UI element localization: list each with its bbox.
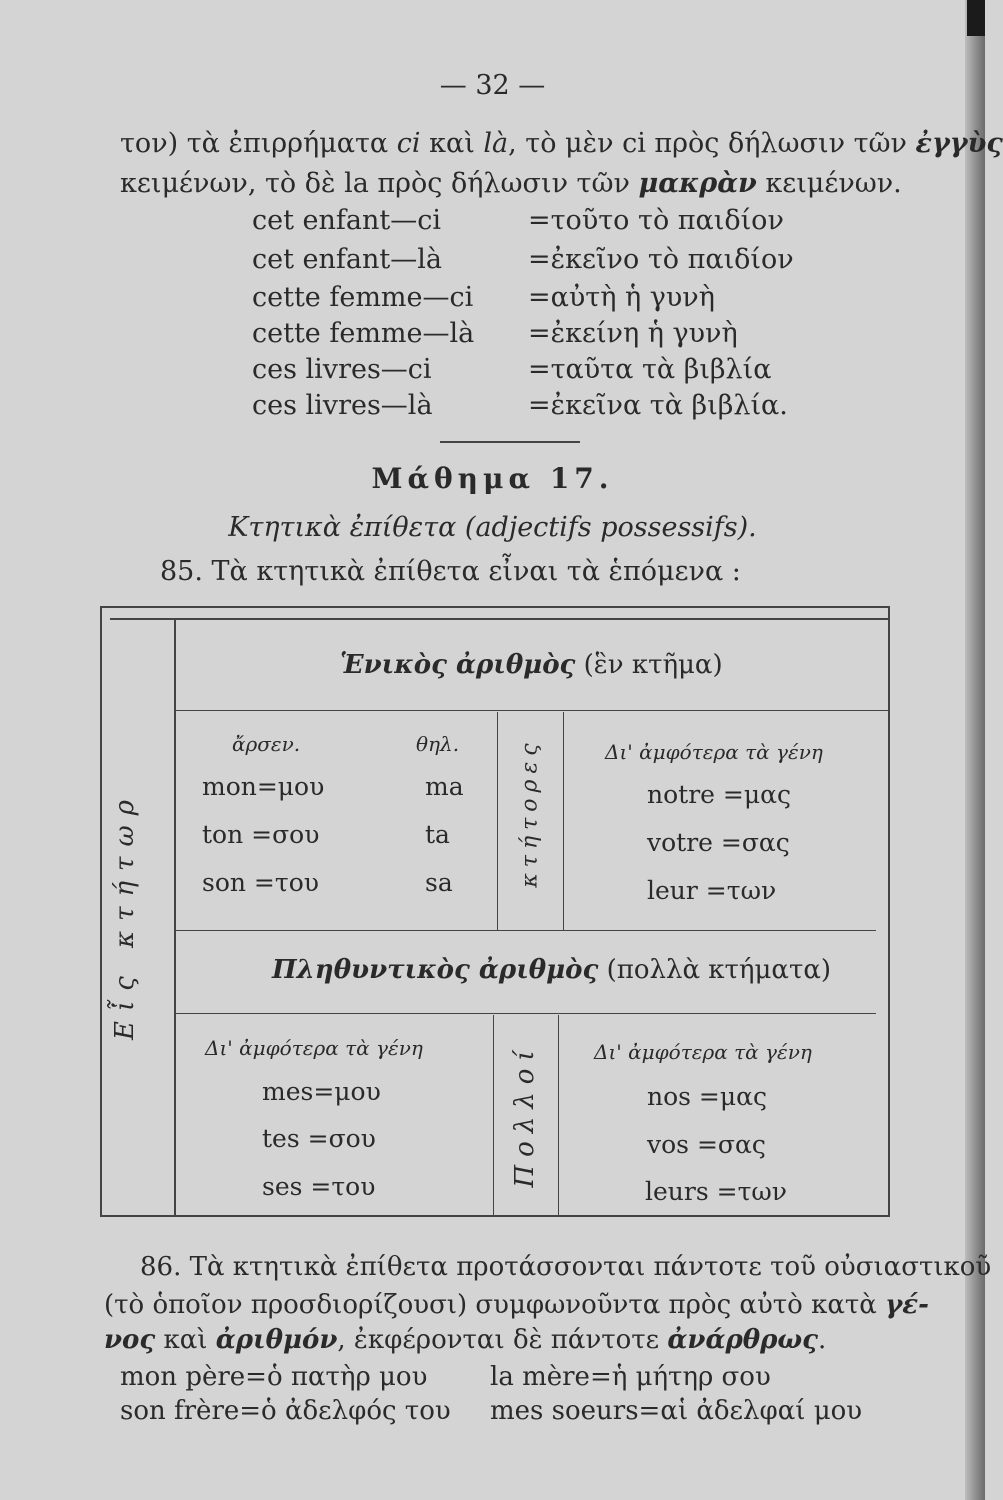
demo-fr: cet enfant—là (252, 244, 442, 275)
para86-text: (τὸ ὁποῖον προσδιορίζουσι) συμφωνοῦντα πρὸς αὐτὸ κατὰ (104, 1290, 886, 1320)
intro-text: κειμένων. (756, 168, 902, 199)
table-border-right (888, 606, 890, 1217)
example-right: la mère=ἡ μήτηρ σου (490, 1362, 771, 1392)
singular-masc-row: ton =σου (202, 820, 320, 849)
singular-mid-divider-a (497, 712, 498, 930)
para86-anarthros: ἀνάρθρως (667, 1325, 818, 1355)
intro-line-2 (120, 168, 902, 199)
label-many-owners: κτήτορες (517, 737, 543, 888)
demo-gr: =ἐκεῖνο τὸ παιδίον (528, 244, 794, 275)
plural-col-right: Δι' ἀμφότερα τὰ γένη (594, 1040, 812, 1064)
singular-fem-row: ta (425, 820, 450, 849)
plural-header-rule (176, 1013, 876, 1014)
col-feminine: θηλ. (416, 732, 460, 756)
demo-fr: ces livres—ci (252, 354, 432, 385)
intro-line-1 (120, 128, 1003, 159)
plural-one-row: ses =του (262, 1172, 376, 1201)
table-left-column-divider (174, 618, 176, 1215)
para86-genos-end: νος (104, 1325, 156, 1355)
subtitle-greek: Κτητικὰ ἐπίθετα (228, 512, 457, 543)
paragraph-86-line-2 (104, 1290, 929, 1320)
demo-gr: =ἐκείνη ἡ γυνὴ (528, 318, 738, 349)
plural-many-row: nos =μας (647, 1082, 768, 1111)
intro-makran: μακρὰν (638, 168, 757, 199)
lesson-title: Μάθημα 17. (371, 462, 614, 495)
demo-gr: =ἐκεῖνα τὰ βιβλία. (528, 390, 788, 421)
plural-col-left: Δι' ἀμφότερα τὰ γένη (205, 1036, 423, 1060)
intro-text: τον) τὰ ἐπιρρήματα (120, 128, 397, 159)
singular-masc-row: mon=μου (202, 772, 325, 801)
para86-arithmon: ἀριθμόν (215, 1325, 338, 1355)
singular-many-row: notre =μας (647, 780, 791, 809)
col-masculine: ἄρσεν. (232, 732, 301, 756)
section-divider (440, 441, 580, 443)
intro-text: κειμένων, τὸ δὲ la πρὸς δήλωσιν τῶν (120, 168, 639, 199)
demo-fr: ces livres—là (252, 390, 433, 421)
label-many: Πολλοί (510, 1042, 540, 1188)
intro-eggys: ἐγγὺς (915, 128, 1003, 159)
label-one-owner: Εἷς κτήτωρ (110, 790, 140, 1040)
demo-fr: cette femme—ci (252, 282, 474, 313)
intro-la: là (483, 128, 509, 159)
demo-fr: cette femme—là (252, 318, 475, 349)
demo-gr: =ταῦτα τὰ βιβλία (528, 354, 772, 385)
intro-text: , τὸ μὲν ci πρὸς δήλωσιν τῶν (508, 128, 916, 159)
plural-many-row: leurs =των (645, 1177, 787, 1206)
singular-bottom-rule (176, 930, 876, 931)
plural-one-row: tes =σου (262, 1124, 376, 1153)
para86-text: , ἐκφέρονται δὲ πάντοτε (337, 1325, 668, 1355)
para86-genos: γέ- (885, 1290, 929, 1320)
singular-header-note: (ἓν κτῆμα) (583, 650, 723, 680)
plural-many-row: vos =σας (647, 1130, 766, 1159)
demo-fr: cet enfant—ci (252, 205, 441, 236)
singular-mid-divider-b (563, 712, 564, 930)
plural-header-label: Πληθυντικὸς ἀριθμὸς (272, 955, 599, 985)
page-number: — 32 — (439, 70, 546, 101)
paragraph-86-line-1: 86. Τὰ κτητικὰ ἐπίθετα προτάσσονται πάντοτε τοῦ οὐσιαστικοῦ (140, 1252, 992, 1282)
subtitle-french: (adjectifs possessifs). (464, 512, 757, 543)
example-left: son frère=ὁ ἀδελφός του (120, 1396, 451, 1426)
singular-header-rule (176, 710, 888, 711)
table-border-top (100, 606, 890, 608)
col-both-genders: Δι' ἀμφότερα τὰ γένη (605, 740, 823, 764)
para86-text: καὶ (155, 1325, 216, 1355)
para86-text: . (818, 1325, 827, 1355)
example-left: mon père=ὁ πατὴρ μου (120, 1362, 428, 1392)
plural-header (272, 955, 831, 985)
plural-one-row: mes=μου (262, 1077, 381, 1106)
singular-fem-row: ma (425, 772, 464, 801)
intro-text: καὶ (420, 128, 484, 159)
lesson-subtitle (0, 512, 985, 543)
plural-mid-divider-a (493, 1015, 494, 1215)
table-border-bottom (100, 1215, 890, 1217)
example-right: mes soeurs=αἱ ἀδελφαί μου (490, 1396, 863, 1426)
singular-many-row: leur =των (647, 876, 777, 905)
page-corner (967, 0, 985, 36)
table-border-top-inner (110, 618, 890, 620)
paragraph-86-line-3 (104, 1325, 826, 1355)
paragraph-85: 85. Τὰ κτητικὰ ἐπίθετα εἶναι τὰ ἑπόμενα : (160, 556, 741, 587)
singular-header-label: Ἑνικὸς ἀριθμὸς (340, 650, 576, 680)
singular-masc-row: son =του (202, 868, 319, 897)
intro-ci: ci (396, 128, 421, 159)
plural-mid-divider-b (558, 1015, 559, 1215)
singular-many-row: votre =σας (647, 828, 790, 857)
demo-gr: =αὐτὴ ἡ γυνὴ (528, 282, 715, 313)
singular-fem-row: sa (425, 868, 453, 897)
table-border-left (100, 606, 102, 1217)
singular-header (340, 650, 723, 680)
plural-header-note: (πολλὰ κτήματα) (606, 955, 832, 985)
demo-gr: =τοῦτο τὸ παιδίον (528, 205, 784, 236)
